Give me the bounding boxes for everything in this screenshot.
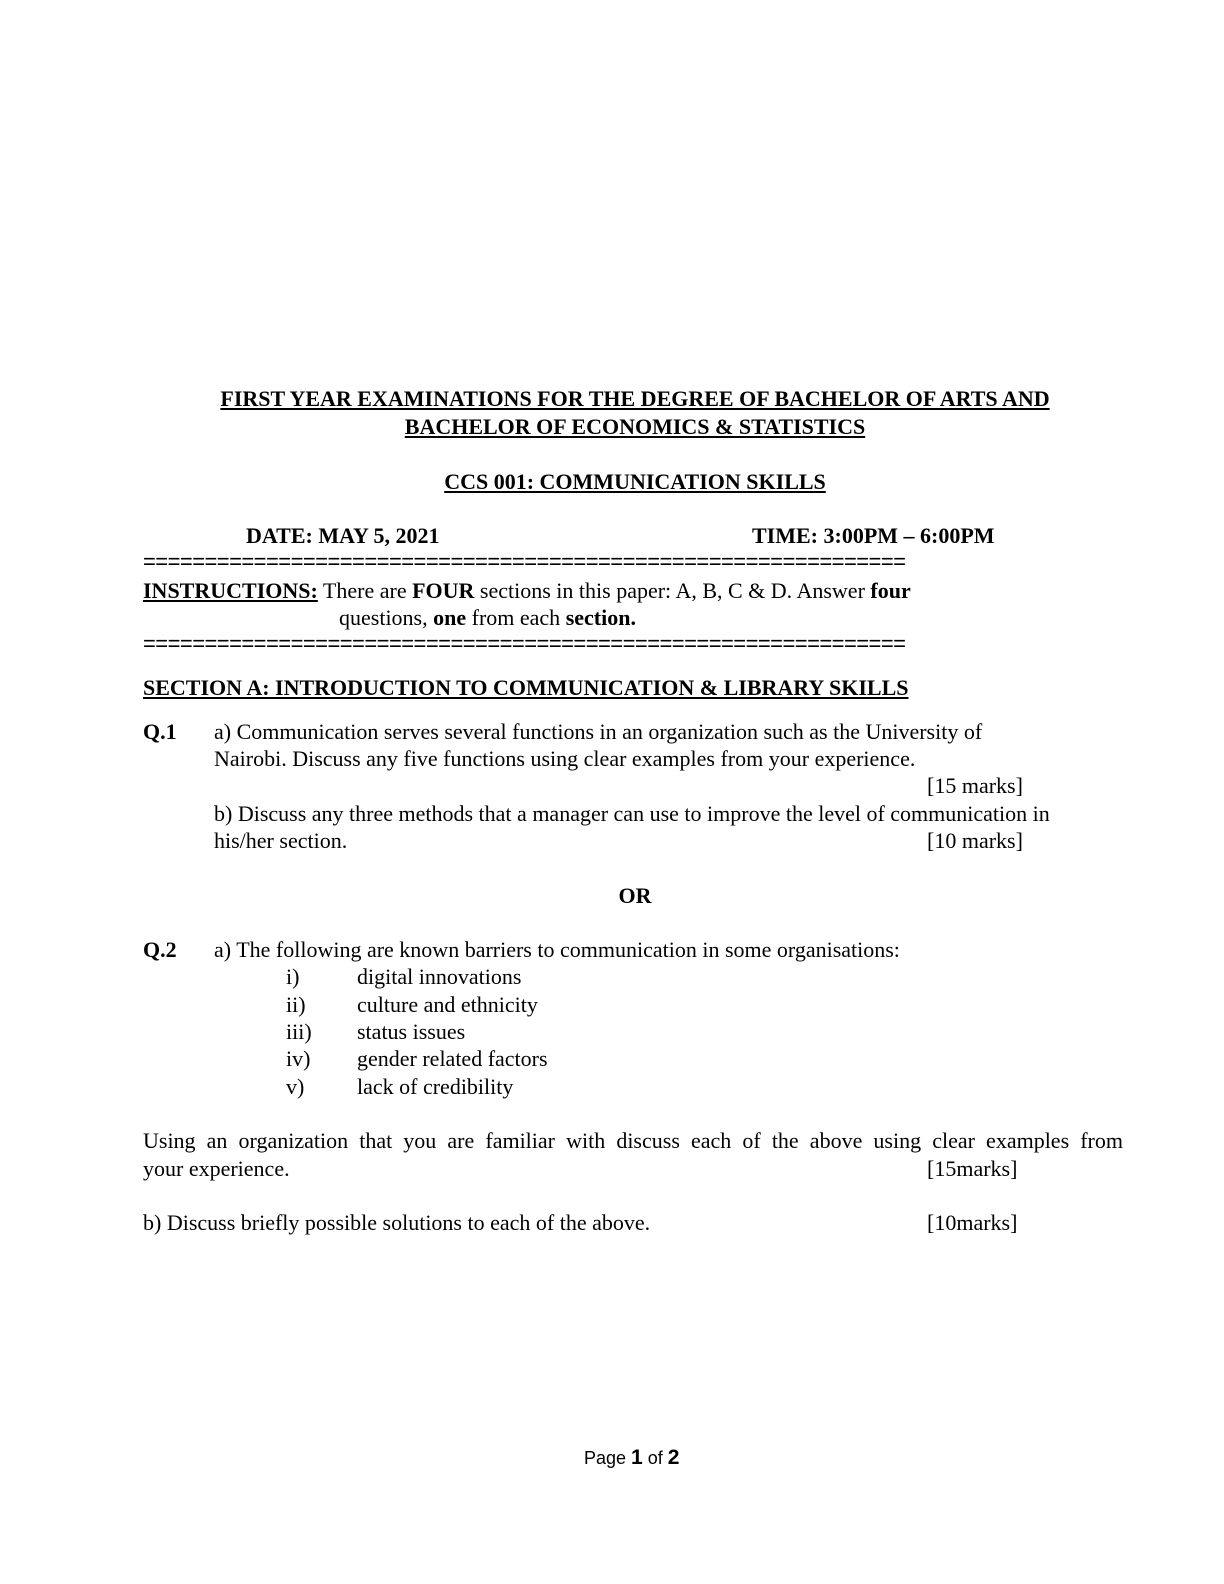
q2-b-text: b) Discuss briefly possible solutions to each of the above.: [143, 1210, 651, 1235]
barrier-text: status issues: [357, 1019, 466, 1044]
q2-paragraph-line1: Using an organization that you are familiar with discuss each of the above using clear examples from: [143, 1128, 1123, 1153]
or-divider: OR: [618, 883, 652, 908]
separator-top: ==============================================================: [143, 549, 906, 574]
q2-paragraph-line2: your experience.: [143, 1156, 290, 1181]
page-number: Page 1 of 2: [584, 1446, 680, 1469]
barrier-text: culture and ethnicity: [357, 992, 538, 1017]
barrier-text: digital innovations: [357, 964, 522, 989]
q1-a-line1: a) Communication serves several functions in an organization such as the University of: [214, 719, 983, 744]
q1-a-marks: [15 marks]: [927, 773, 1023, 798]
barrier-number: iii): [286, 1019, 312, 1044]
barrier-text: gender related factors: [357, 1046, 548, 1071]
q2-b-marks: [10marks]: [927, 1210, 1018, 1235]
q1-a-line2: Nairobi. Discuss any five functions using clear examples from your experience.: [214, 746, 916, 771]
instructions-line2: questions, one from each section.: [339, 605, 636, 630]
exam-title-line1: FIRST YEAR EXAMINATIONS FOR THE DEGREE OF BACHELOR OF ARTS AND: [220, 386, 1050, 411]
q2-a-marks: [15marks]: [927, 1156, 1018, 1181]
course-title: CCS 001: COMMUNICATION SKILLS: [444, 469, 826, 494]
barrier-number: i): [286, 964, 300, 989]
instructions-line1: INSTRUCTIONS: There are FOUR sections in this paper: A, B, C & D. Answer four: [143, 578, 911, 603]
q2-a-intro: a) The following are known barriers to communication in some organisations:: [214, 937, 900, 962]
barrier-number: v): [286, 1074, 305, 1099]
exam-title-line2: BACHELOR OF ECONOMICS & STATISTICS: [404, 414, 866, 439]
instructions-label: INSTRUCTIONS:: [143, 578, 318, 603]
q1-b-marks: [10 marks]: [927, 828, 1023, 853]
q1-label: Q.1: [143, 719, 177, 744]
q1-b-line2: his/her section.: [214, 828, 348, 853]
section-a-heading: SECTION A: INTRODUCTION TO COMMUNICATION & LIBRARY SKILLS: [143, 675, 909, 700]
exam-date: DATE: MAY 5, 2021: [246, 523, 440, 548]
exam-time: TIME: 3:00PM – 6:00PM: [752, 523, 995, 548]
barrier-number: ii): [286, 992, 306, 1017]
separator-bottom: ==============================================================: [143, 631, 906, 656]
q2-label: Q.2: [143, 937, 177, 962]
barrier-text: lack of credibility: [357, 1074, 514, 1099]
q1-b-line1: b) Discuss any three methods that a manager can use to improve the level of communication in: [214, 801, 1050, 826]
barrier-number: iv): [286, 1046, 311, 1071]
